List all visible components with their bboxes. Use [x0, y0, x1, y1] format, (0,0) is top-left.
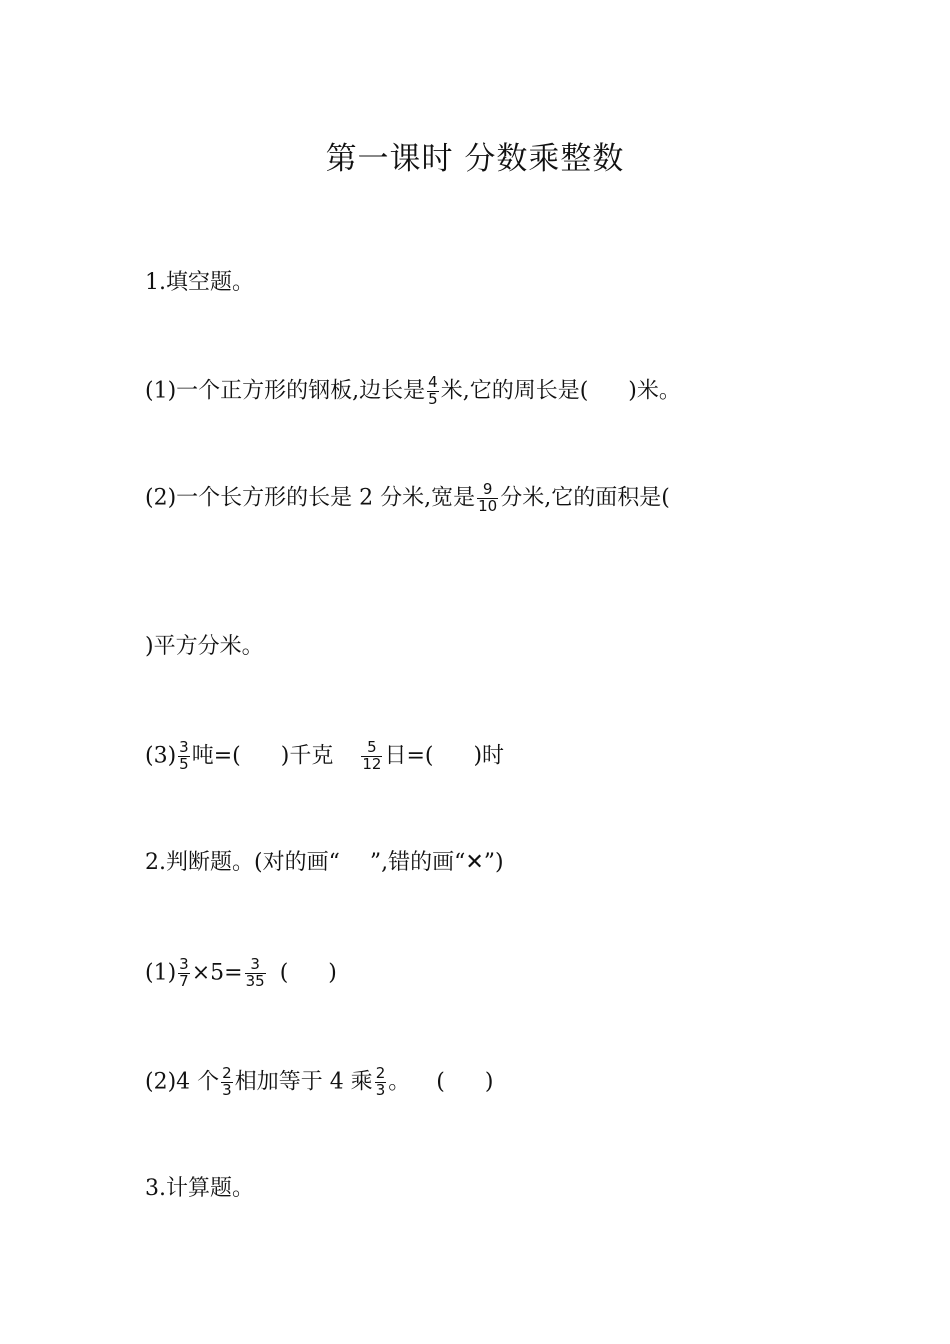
fraction: $\frac{2}{3}$: [375, 1064, 386, 1099]
section1-heading: 1.填空题。: [145, 270, 254, 295]
page-title: 第一课时 分数乘整数: [325, 141, 625, 177]
question-1-2: (2)一个长方形的长是 2 分米,宽是 $\frac{9}{10}$ 分米,它的面积是(: [145, 480, 670, 515]
fraction: $\frac{4}{5}$: [428, 373, 438, 408]
question-2-2: (2)4 个 $\frac{2}{3}$ 相加等于 4 乘 $\frac{2}{3}$ 。 ( ): [145, 1064, 494, 1099]
section3-heading: 3.计算题。: [145, 1176, 254, 1201]
question-1-2-continuation: )平方分米。: [145, 634, 264, 659]
section2-heading: 2.判断题。(对的画“ ”,错的画“✕”): [145, 850, 504, 875]
fraction: $\frac{3}{35}$: [245, 955, 265, 990]
question-2-1: (1) $\frac{3}{7}$ ×5= $\frac{3}{35}$ ( ): [145, 955, 337, 990]
question-1-1: (1)一个正方形的钢板,边长是 $\frac{4}{5}$ 米,它的周长是( )米。: [145, 373, 681, 408]
q1-1-prefix: (1)一个正方形的钢板,边长是: [145, 378, 426, 404]
fraction: $\frac{5}{12}$: [362, 738, 382, 773]
cross-mark-icon: ✕: [465, 850, 484, 875]
fraction: $\frac{9}{10}$: [478, 480, 498, 515]
fraction: $\frac{2}{3}$: [222, 1064, 232, 1099]
fraction: $\frac{3}{7}$: [179, 955, 189, 990]
fraction: $\frac{3}{5}$: [179, 738, 189, 773]
question-1-3: (3) $\frac{3}{5}$ 吨=( )千克 $\frac{5}{12}$ 日=( )时: [145, 738, 505, 773]
